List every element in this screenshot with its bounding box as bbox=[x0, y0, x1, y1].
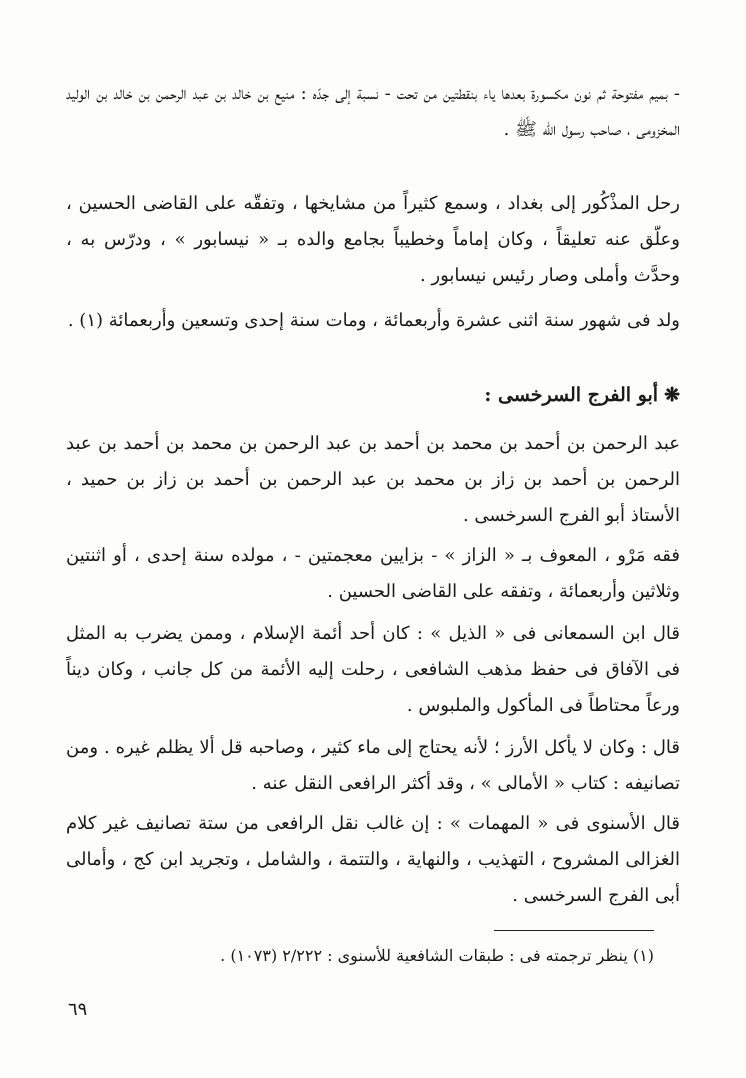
paragraph-7-text: قال : وكان لا يأكل الأرز ؛ لأنه يحتاج إلى ماء كثير ، وصاحبه قل ألا يظلم غيره . ومن تصانيفه : كتاب « الأمالى » ، وقد أكثر الرافعى النقل عنه . bbox=[66, 737, 680, 794]
paragraph-6 bbox=[66, 616, 680, 724]
section-heading bbox=[484, 378, 680, 412]
footnote-divider bbox=[494, 930, 654, 931]
paragraph-5-text: فقه مَرْو ، المعوف بـ « الزاز » - بزايين معجمتين - ، مولده سنة إحدى ، أو اثنتين وثلاثين وأربعمائة ، وتفقه على القاضى الحسين . bbox=[66, 545, 680, 602]
paragraph-1 bbox=[66, 76, 680, 148]
paragraph-4 bbox=[66, 426, 680, 534]
paragraph-8-text: قال الأسنوى فى « المهمات » : إن غالب نقل الرافعى من ستة تصانيف غير كلام الغزالى المشروح ، التهذيب ، والنهاية ، والتتمة ، والشامل ، وتجريد ابن كج ، وأمالى أبى الفرج السرخسى . bbox=[66, 813, 680, 906]
paragraph-2-text: رحل المذْكُور إلى بغداد ، وسمع كثيراً من مشايخها ، وتفقّه على القاضى الحسين ، وعلّق عنه تعليقاً ، وكان إماماً وخطيباً بجامع والده بـ « نيسابور » ، ودرّس به ، وحدَّث وأملى وصار رئيس نيسابور . bbox=[66, 193, 680, 286]
paragraph-3-text: ولد فى شهور سنة اثنى عشرة وأربعمائة ، ومات سنة إحدى وتسعين وأربعمائة (١) . bbox=[67, 310, 680, 331]
paragraph-3 bbox=[66, 303, 680, 339]
paragraph-8 bbox=[66, 806, 680, 914]
asterisk-icon: ❋ bbox=[664, 384, 680, 406]
paragraph-7 bbox=[66, 730, 680, 802]
paragraph-1-text: - بميم مفتوحة ثم نون مكسورة بعدها ياء بنقطتين من تحت - نسبة إلى جدّه : منيع بن خالد بن عبد الرحمن بن خالد بن الوليد المخزومى ، صاحب رسول الله ﷺ . bbox=[66, 83, 680, 140]
page-number: ٦٩ bbox=[68, 999, 88, 1020]
paragraph-4-text: عبد الرحمن بن أحمد بن محمد بن أحمد بن عبد الرحمن بن محمد بن أحمد بن عبد الرحمن بن أحمد بن زاز بن محمد بن عبد الرحمن بن أحمد بن زاز بن حميد ، الأستاذ أبو الفرج السرخسى . bbox=[66, 433, 680, 526]
paragraph-5 bbox=[66, 538, 680, 610]
footnote: (١) ينظر ترجمته فى : طبقات الشافعية للأسنوى : ٢/٢٢٢ (١٠٧٣) . bbox=[220, 946, 654, 965]
paragraph-2 bbox=[66, 186, 680, 294]
section-heading-text: أبو الفرج السرخسى : bbox=[484, 384, 659, 406]
paragraph-6-text: قال ابن السمعانى فى « الذيل » : كان أحد أئمة الإسلام ، وممن يضرب به المثل فى الآفاق فى حفظ مذهب الشافعى ، رحلت إليه الأئمة من كل جانب ، وكان ديناً ورعاً محتاطاً فى المأكول والملبوس . bbox=[66, 623, 680, 716]
